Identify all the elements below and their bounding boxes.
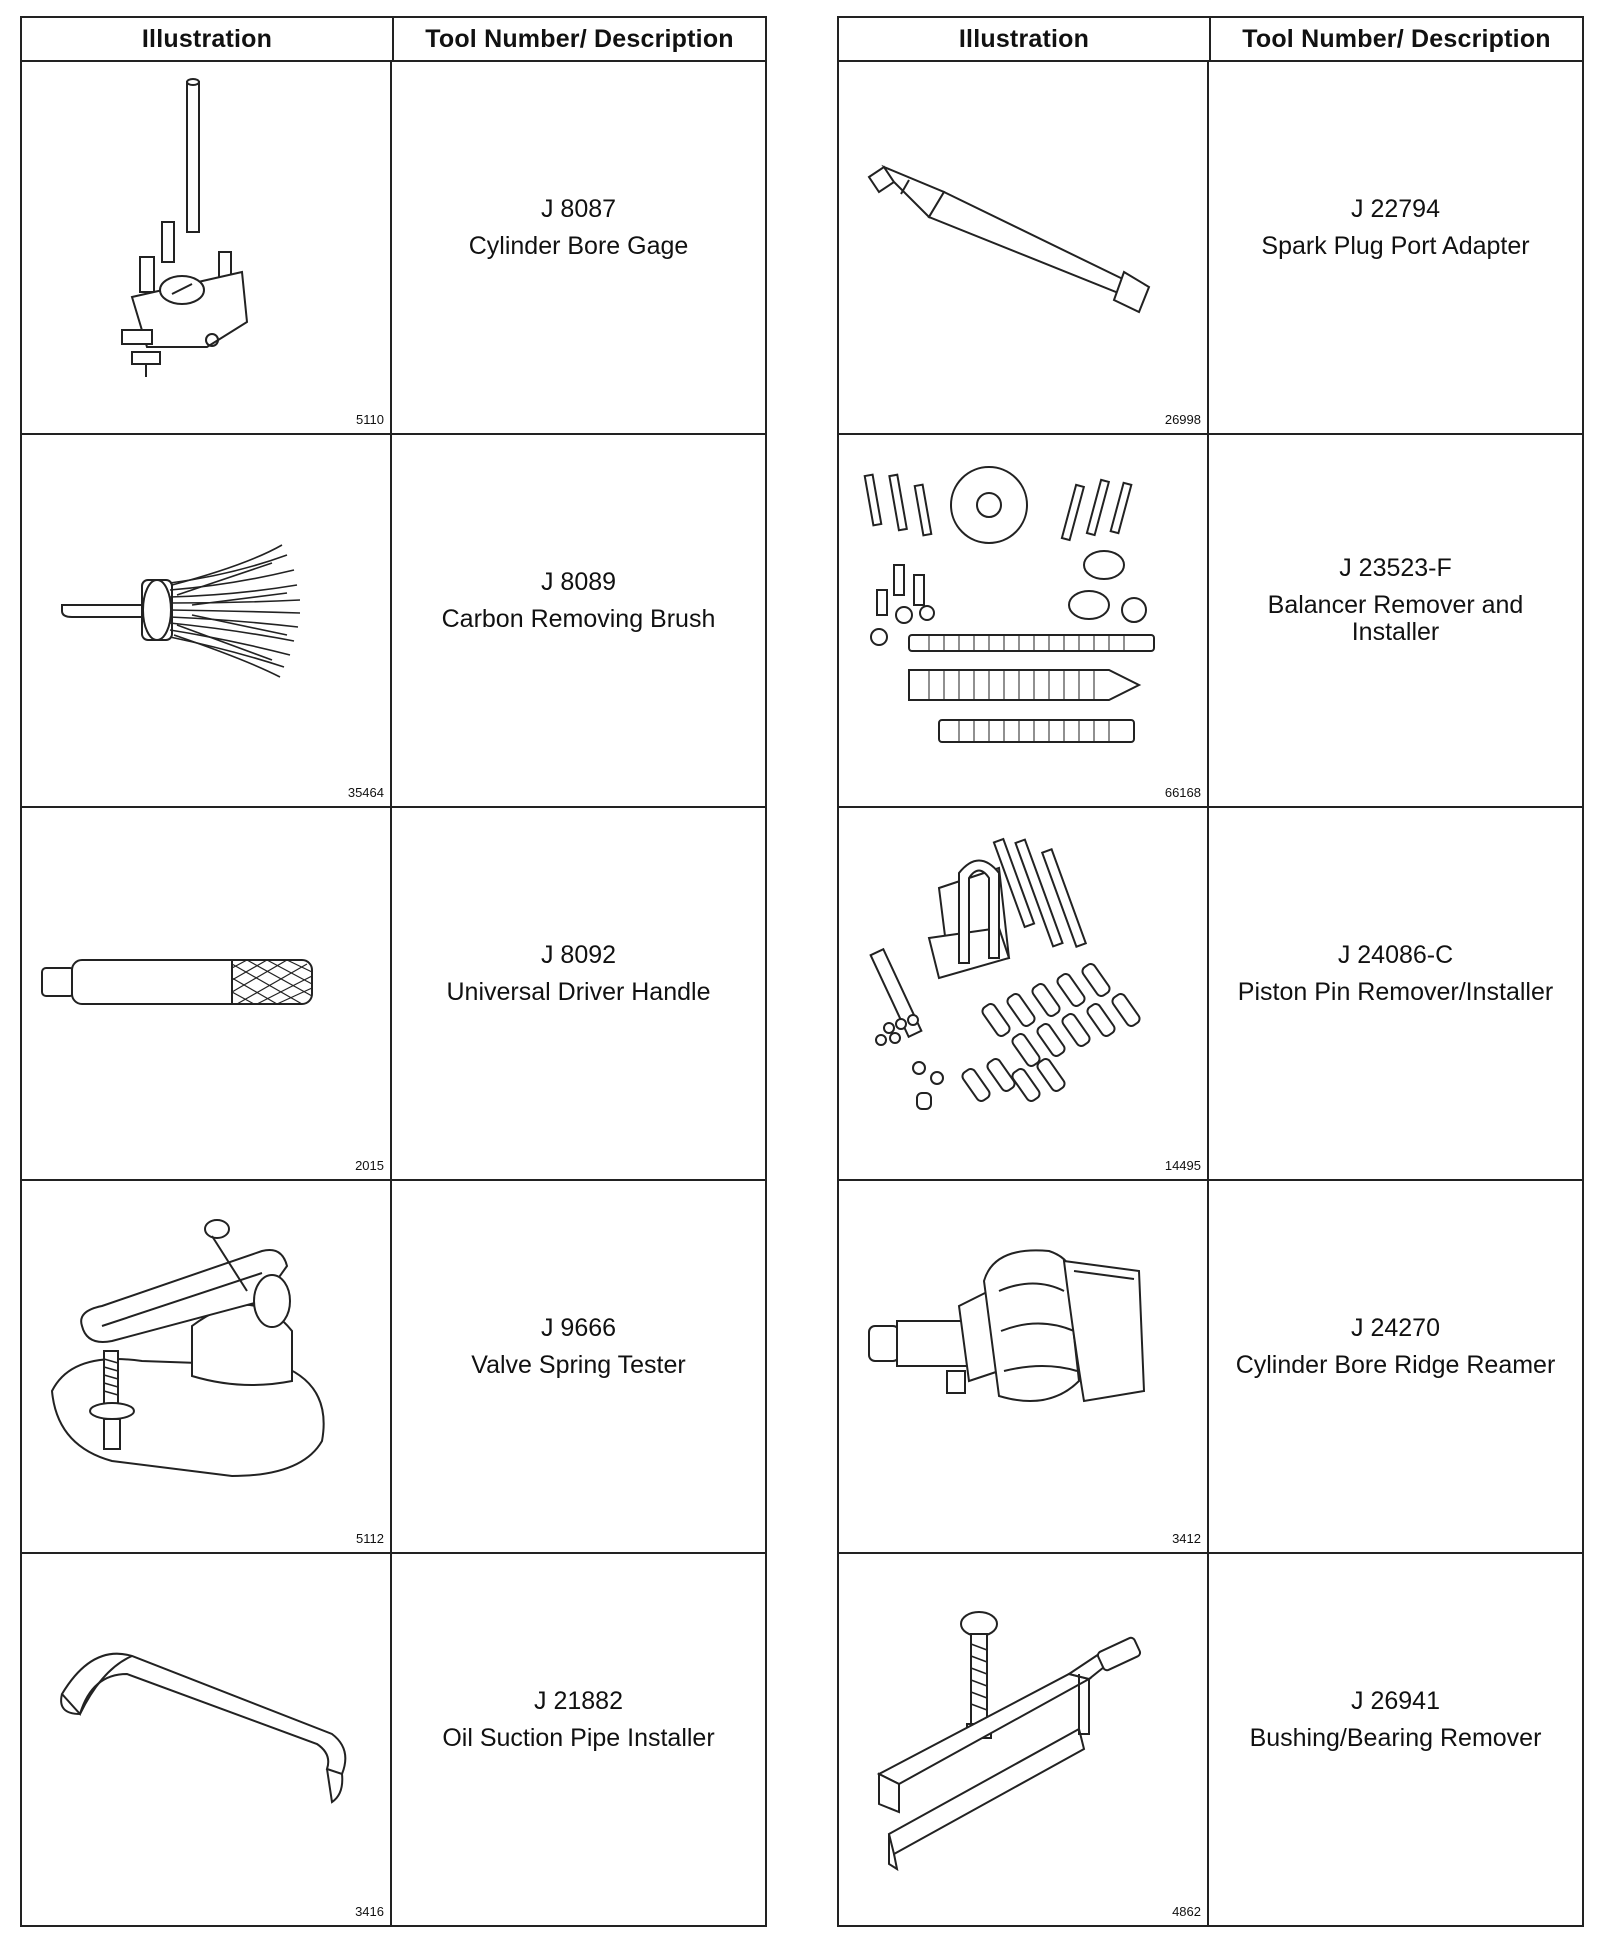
tool-number: J 22794 (1351, 194, 1440, 223)
carbon-removing-brush-icon (32, 445, 382, 775)
ridge-reamer-icon (849, 1191, 1199, 1521)
tool-description-cell (392, 808, 765, 1179)
tool-name: Balancer Remover and Installer (1267, 591, 1524, 646)
cylinder-bore-gage-icon (32, 72, 382, 402)
tool-table-left (20, 16, 767, 1927)
header-illustration: Illustration (839, 18, 1211, 60)
table-row (22, 1554, 765, 1925)
tool-name: Bushing/Bearing Remover (1249, 1723, 1542, 1752)
illustration-cell (22, 62, 392, 433)
tool-name: Spark Plug Port Adapter (1261, 231, 1530, 260)
illustration-cell (22, 808, 392, 1179)
tool-name: Oil Suction Pipe Installer (442, 1723, 715, 1752)
tool-name: Cylinder Bore Ridge Reamer (1235, 1350, 1556, 1379)
tool-number: J 26941 (1351, 1686, 1440, 1715)
figure-number: 14495 (1164, 1158, 1201, 1173)
tool-description-cell (392, 1181, 765, 1552)
illustration-cell (22, 435, 392, 806)
tool-number: J 21882 (534, 1686, 623, 1715)
tool-number: J 24086-C (1337, 940, 1454, 969)
bushing-bearing-remover-icon (849, 1564, 1199, 1894)
tool-description-cell (1209, 808, 1582, 1179)
tool-number: J 24270 (1351, 1313, 1440, 1342)
illustration-cell (22, 1554, 392, 1925)
table-row (22, 808, 765, 1181)
tool-description-cell (392, 62, 765, 433)
table-row (839, 435, 1582, 808)
tool-number: J 23523-F (1339, 554, 1452, 582)
illustration-cell (839, 808, 1209, 1179)
tool-description-cell (392, 435, 765, 806)
tool-name: Valve Spring Tester (471, 1350, 686, 1379)
spark-plug-port-adapter-icon (849, 72, 1199, 402)
table-row (22, 435, 765, 808)
tool-number: J 8089 (540, 567, 617, 596)
tool-number: J 8087 (540, 194, 617, 223)
header-tool-description: Tool Number/ Description (425, 24, 734, 53)
header-tool-description: Tool Number/ Description (1242, 24, 1551, 53)
figure-number: 35464 (347, 785, 384, 800)
tool-description-cell (1209, 435, 1582, 806)
tool-name: Piston Pin Remover/Installer (1237, 977, 1554, 1006)
table-row (22, 1181, 765, 1554)
illustration-cell (839, 1554, 1209, 1925)
figure-number: 3412 (1172, 1531, 1201, 1546)
table-row (839, 1554, 1582, 1925)
figure-number: 26998 (1164, 412, 1201, 427)
table-row (22, 62, 765, 435)
table-header (839, 18, 1582, 62)
balancer-remover-installer-icon (849, 445, 1199, 775)
illustration-cell (839, 62, 1209, 433)
figure-number: 5112 (356, 1531, 384, 1546)
table-row (839, 62, 1582, 435)
illustration-cell (839, 435, 1209, 806)
tool-description-cell (392, 1554, 765, 1925)
tool-number: J 9666 (540, 1313, 617, 1342)
tool-name: Universal Driver Handle (446, 977, 711, 1006)
figure-number: 3416 (355, 1904, 384, 1919)
tool-description-cell (1209, 62, 1582, 433)
tool-number: J 8092 (540, 940, 617, 969)
figure-number: 66168 (1164, 785, 1201, 800)
illustration-cell (839, 1181, 1209, 1552)
figure-number: 4862 (1172, 1904, 1201, 1919)
figure-number: 2015 (355, 1158, 384, 1173)
tool-table-right (837, 16, 1584, 1927)
driver-handle-icon (32, 818, 382, 1148)
illustration-cell (22, 1181, 392, 1552)
table-row (839, 1181, 1582, 1554)
piston-pin-remover-installer-icon (849, 818, 1199, 1148)
header-illustration: Illustration (22, 18, 394, 60)
valve-spring-tester-icon (32, 1191, 382, 1521)
tool-name: Carbon Removing Brush (441, 604, 716, 633)
figure-number: 5110 (356, 412, 384, 427)
oil-suction-pipe-installer-icon (32, 1564, 382, 1894)
tool-name: Cylinder Bore Gage (468, 231, 689, 260)
tool-description-cell (1209, 1181, 1582, 1552)
table-row (839, 808, 1582, 1181)
tool-description-cell (1209, 1554, 1582, 1925)
table-header (22, 18, 765, 62)
